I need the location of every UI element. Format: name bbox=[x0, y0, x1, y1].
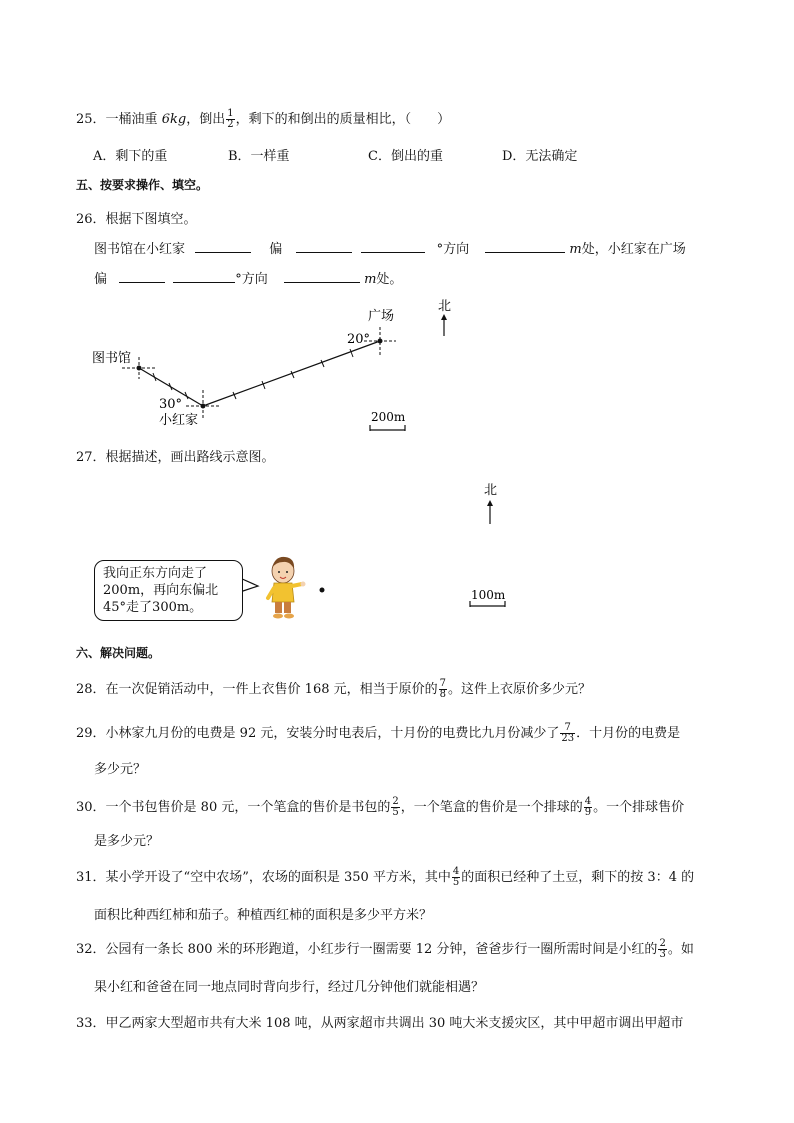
q25-option-b[interactable]: B．一样重 bbox=[228, 149, 290, 164]
question-33: 33．甲乙两家大型超市共有大米 108 吨，从两家超市共调出 30 吨大米支援灾区，其中甲超市调出甲超市 bbox=[76, 1016, 684, 1031]
q25-weight: 6kg bbox=[161, 112, 187, 127]
q25-text-b: ，倒出 bbox=[186, 112, 226, 127]
q28-fraction: $\frac{7}{8}$ bbox=[439, 678, 446, 700]
q29-text-c: 多少元？ bbox=[94, 762, 147, 777]
section-6-title: 六、解决问题。 bbox=[76, 646, 161, 660]
question-29 bbox=[76, 722, 680, 744]
q30-fraction-1: $\frac{2}{5}$ bbox=[392, 796, 399, 818]
q31-text-a: 31．某小学开设了“空中农场”，农场的面积是 350 平方米，其中 bbox=[76, 870, 451, 885]
q31-text-b: 的面积已经种了土豆，剩下的按 3：4 的 bbox=[461, 870, 695, 885]
q27-scale-label: 100m bbox=[471, 588, 506, 602]
q25-text-c: ，剩下的和倒出的质量相比，（ ） bbox=[235, 112, 451, 127]
q32-fraction: $\frac{2}{3}$ bbox=[659, 938, 666, 960]
q30-fraction-2: $\frac{4}{9}$ bbox=[584, 796, 592, 818]
q25-number: 25． bbox=[76, 112, 106, 127]
q26-route-home-square bbox=[203, 341, 380, 406]
q26-north-arrowhead bbox=[441, 314, 447, 320]
q26-home-point bbox=[201, 404, 206, 409]
q28-text-a: 28．在一次促销活动中，一件上衣售价 168 元，相当于原价的 bbox=[76, 682, 438, 697]
q27-start-point bbox=[320, 588, 325, 593]
boy-illustration-icon bbox=[240, 557, 306, 619]
q31-fraction: $\frac{4}{5}$ bbox=[452, 866, 460, 888]
q29-fraction: $\frac{7}{23}$ bbox=[561, 722, 575, 744]
question-31 bbox=[76, 866, 694, 888]
q26-unit-m-2: m bbox=[364, 272, 377, 287]
q26-library-point bbox=[137, 366, 142, 371]
q30-text-d: 是多少元？ bbox=[94, 834, 160, 849]
q25-option-c[interactable]: C．倒出的重 bbox=[368, 149, 443, 164]
q26-scale-bar bbox=[370, 425, 405, 431]
q26-line2-text-a: 偏 bbox=[94, 272, 108, 287]
q26-line2-text-b: °方向 bbox=[235, 272, 268, 287]
q26-line1-text-e: 处，小红家在广场 bbox=[581, 242, 686, 257]
section-5-title: 五、按要求操作、填空。 bbox=[76, 178, 209, 192]
q26-line2-text-d: 处。 bbox=[376, 272, 403, 287]
q25-option-d[interactable]: D．无法确定 bbox=[502, 149, 578, 164]
q26-square-point bbox=[378, 339, 383, 344]
q27-title: 27．根据描述，画出路线示意图。 bbox=[76, 450, 275, 465]
q26-line1-text-b: 偏 bbox=[269, 242, 283, 257]
q25-fraction: $\frac{1}{2}$ bbox=[227, 108, 234, 130]
q26-route2-ticks bbox=[233, 349, 353, 399]
question-32 bbox=[76, 938, 694, 960]
q30-text-b: ，一个笔盒的售价是一个排球的 bbox=[400, 800, 583, 815]
q32-text-a: 32．公园有一条长 800 米的环形跑道，小红步行一圈需要 12 分钟，爸爸步行一圈所需时间是小红的 bbox=[76, 942, 658, 957]
q26-line1-text-a: 图书馆在小红家 bbox=[94, 242, 186, 257]
q25-text-a: 一桶油重 bbox=[105, 112, 158, 127]
q27-speech-bubble: 我向正东方向走了200m，再向东偏北45°走了300m。 bbox=[94, 560, 243, 621]
q26-home-label: 小红家 bbox=[159, 413, 199, 428]
q30-text-c: 。一个排球售价 bbox=[593, 800, 685, 815]
q32-text-b: 。如 bbox=[667, 942, 694, 957]
q27-north-label: 北 bbox=[484, 483, 498, 498]
q26-north-label: 北 bbox=[438, 299, 452, 314]
q30-text-a: 30．一个书包售价是 80 元，一个笔盒的售价是书包的 bbox=[76, 800, 391, 815]
q26-unit-m-1: m bbox=[569, 242, 582, 257]
q26-scale-label: 200m bbox=[371, 410, 406, 424]
q31-text-c: 面积比种西红柿和茄子。种植西红柿的面积是多少平方米？ bbox=[94, 908, 433, 923]
q26-angle-30: 30° bbox=[159, 397, 183, 412]
q29-text-a: 29．小林家九月份的电费是 92 元，安装分时电表后，十月份的电费比九月份减少了 bbox=[76, 726, 560, 741]
q26-line1-text-c: °方向 bbox=[436, 242, 470, 257]
q29-text-b: ．十月份的电费是 bbox=[576, 726, 681, 741]
q26-angle-20: 20° bbox=[347, 332, 371, 347]
q28-text-b: 。这件上衣原价多少元？ bbox=[448, 682, 592, 697]
q25-option-a[interactable]: A．剩下的重 bbox=[93, 149, 168, 164]
q26-library-label: 图书馆 bbox=[92, 351, 132, 366]
question-28 bbox=[76, 678, 591, 700]
q32-text-c: 果小红和爸爸在同一地点同时背向步行，经过几分钟他们就能相遇？ bbox=[94, 980, 485, 995]
q27-north-arrowhead bbox=[487, 500, 493, 506]
q26-square-label: 广场 bbox=[368, 309, 395, 324]
q26-route1-ticks bbox=[153, 373, 188, 399]
question-30 bbox=[76, 796, 684, 818]
q26-title: 26．根据下图填空。 bbox=[76, 212, 197, 227]
